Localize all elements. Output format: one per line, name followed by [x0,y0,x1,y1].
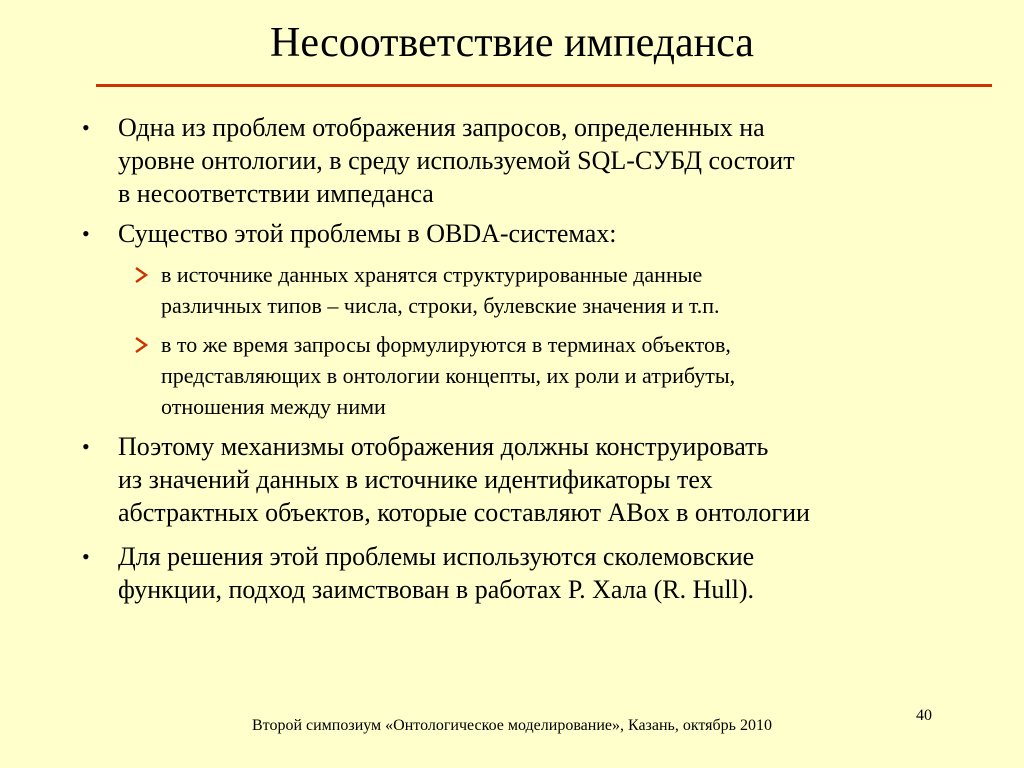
bullet-line: уровне онтологии, в среду используемой SQL-СУБД состоит [118,146,795,175]
bullet-line: Для решения этой проблемы используются сколемовские [118,542,755,571]
sub-bullet-line: в источнике данных хранятся структурированные данные [161,262,703,287]
sub-bullet-item [161,259,981,321]
arrow-bullet-icon [132,329,152,360]
bullet-item [82,430,988,529]
sub-bullet-item [161,329,981,422]
bullet-line: из значений данных в источнике идентификаторы тех [118,465,713,494]
bullet-marker: • [82,434,90,459]
bullet-line: Существо этой проблемы в OBDA-системах: [118,219,617,248]
bullet-line: функции, подход заимствован в работах Р. Хала (R. Hull). [118,575,755,604]
bullet-item [82,111,988,210]
bullet-marker: • [82,221,90,246]
arrow-bullet-icon [132,259,152,290]
sub-bullet-line: отношения между ними [161,394,386,419]
sub-bullet-line: представляющих в онтологии концепты, их роли и атрибуты, [161,363,736,388]
footer-caption: Второй симпозиум «Онтологическое моделирование», Казань, октябрь 2010 [252,717,772,734]
bullet-line: Поэтому механизмы отображения должны конструировать [118,432,769,461]
sub-bullet-line: различных типов – числа, строки, булевские значения и т.п. [161,293,720,318]
slide-title: Несоответствие импеданса [270,20,754,66]
bullet-marker: • [82,115,90,140]
bullet-item [82,217,988,250]
bullet-line: в несоответствии импеданса [118,179,434,208]
bullet-line: абстрактных объектов, которые составляют ABox в онтологии [118,498,810,527]
bullet-line: Одна из проблем отображения запросов, определенных на [118,113,765,142]
bullet-marker: • [82,544,90,569]
page-number: 40 [916,707,932,724]
sub-bullet-line: в то же время запросы формулируются в терминах объектов, [161,332,731,357]
bullet-item [82,540,988,606]
title-underline [96,84,992,87]
